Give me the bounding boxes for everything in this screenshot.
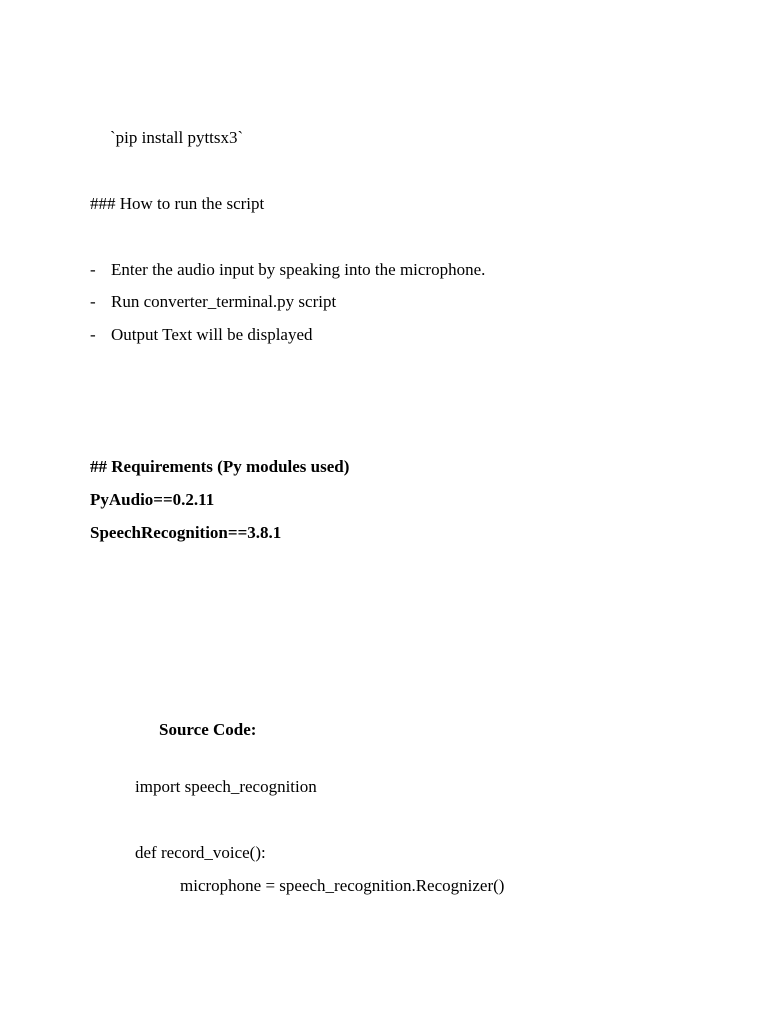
list-item-text: Run converter_terminal.py script — [111, 292, 337, 311]
requirements-heading: ## Requirements (Py modules used) — [90, 457, 350, 476]
list-bullet: - — [90, 325, 96, 344]
list-item-text: Output Text will be displayed — [111, 325, 313, 344]
source-code-heading: Source Code: — [159, 720, 257, 739]
requirement-speechrecognition: SpeechRecognition==3.8.1 — [90, 523, 282, 542]
requirement-pyaudio: PyAudio==0.2.11 — [90, 490, 215, 509]
code-line-import: import speech_recognition — [135, 777, 317, 796]
list-bullet: - — [90, 260, 96, 279]
code-line-def: def record_voice(): — [135, 843, 266, 862]
how-to-run-heading: ### How to run the script — [90, 194, 265, 213]
code-line-microphone: microphone = speech_recognition.Recognizer() — [180, 876, 505, 895]
list-item-text: Enter the audio input by speaking into the microphone. — [111, 260, 486, 279]
pip-install-line: `pip install pyttsx3` — [110, 128, 244, 147]
list-bullet: - — [90, 292, 96, 311]
